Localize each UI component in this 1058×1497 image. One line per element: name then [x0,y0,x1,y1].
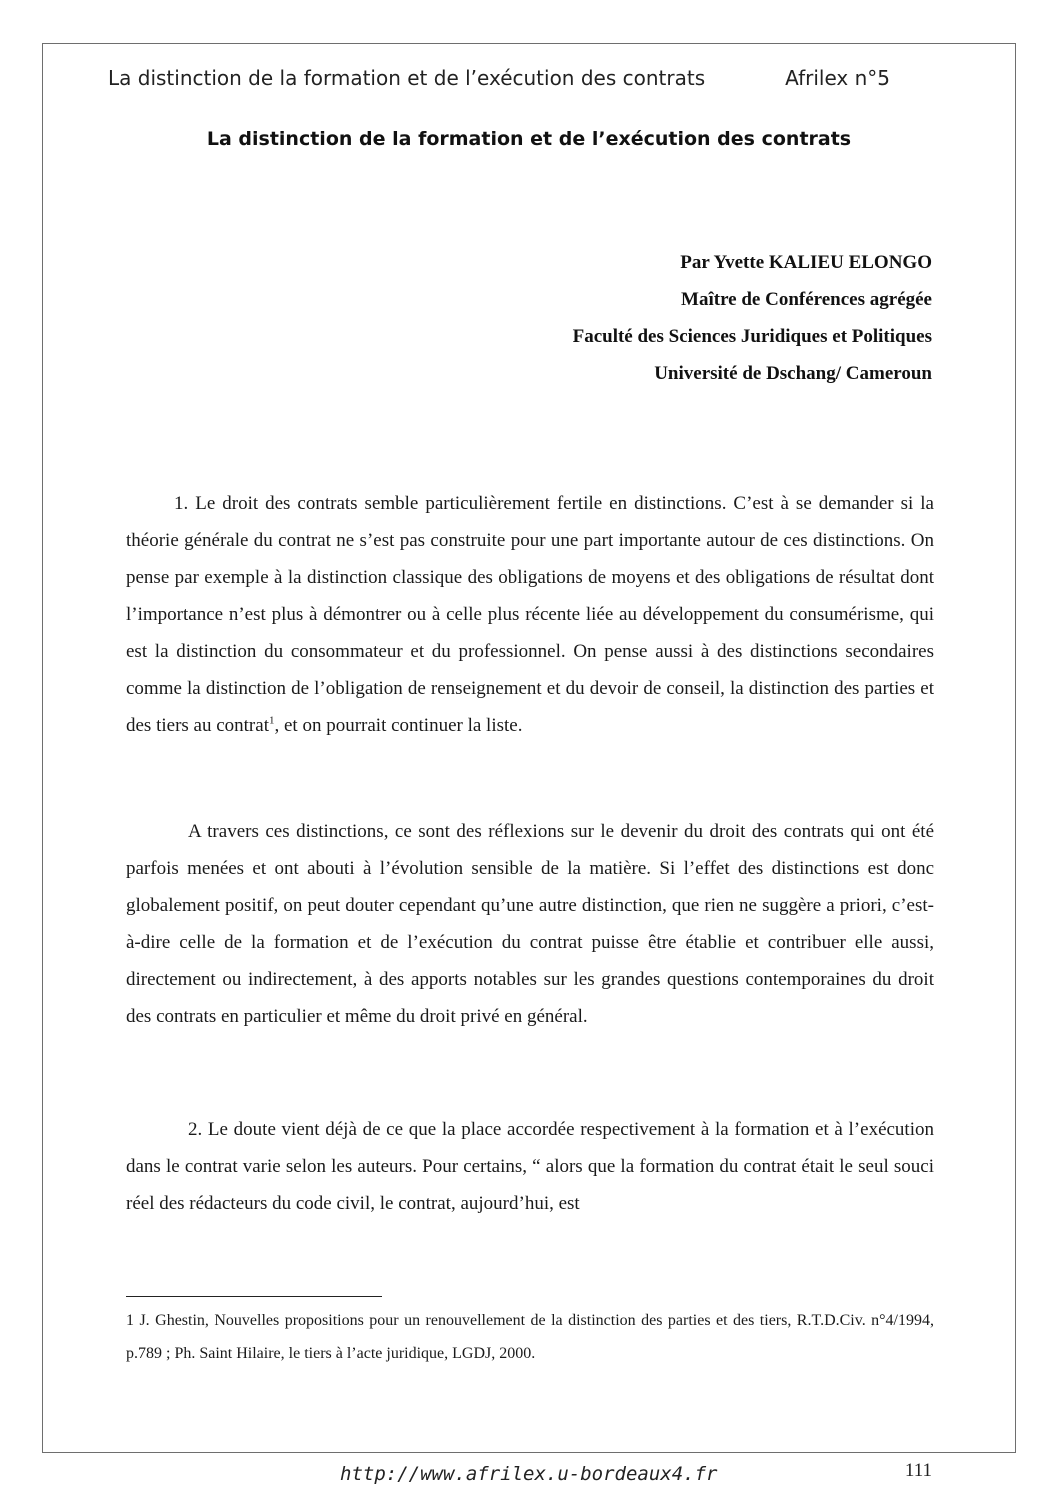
paragraph-1-tail: , et on pourrait continuer la liste. [274,715,523,736]
footnote-ref-1[interactable]: 1 [268,714,275,727]
page-number: 111 [904,1460,932,1481]
document-title: La distinction de la formation et de l’exécution des contrats [206,128,852,150]
author-block [573,244,932,392]
paragraph-3: 2. Le doute vient déjà de ce que la place accordée respectivement à la formation et à l’exécution dans le contrat varie selon les auteurs. Pour certains, “ alors que la formation du contrat était le seul souci réel des rédacteurs du code civil, le contrat, aujourd’hui, est [126,1119,934,1214]
footer-url-link[interactable]: http://www.afrilex.u-bordeaux4.fr [340,1463,718,1485]
paragraph-2: A travers ces distinctions, ce sont des réflexions sur le devenir du droit des contrats qui ont été parfois menées et ont abouti à l’évolution sensible de la matière. Si l’effet des distinctions est donc globalement positif, on peut douter cependant qu’une autre distinction, que rien ne suggère a priori, c’est-à-dire celle de la formation et de l’exécution du contrat puisse être établie et contribuer elle aussi, directement ou indirectement, à des apports notables sur les grandes questions contemporaines du droit des contrats en particulier et même du droit privé en général. [126,821,934,1027]
author-position: Maître de Conférences agrégée [681,289,932,310]
footnote-separator [126,1296,382,1297]
paragraph-1 [126,485,934,744]
author-university: Université de Dschang/ Cameroun [654,363,932,384]
author-faculty: Faculté des Sciences Juridiques et Politiques [572,326,932,347]
author-name: Par Yvette KALIEU ELONGO [680,252,932,273]
paragraph-1-text: 1. Le droit des contrats semble particulièrement fertile en distinctions. C’est à se demander si la théorie générale du contrat ne s’est pas construite pour une part importante autour de ces distinctions. On pense par exemple à la distinction classique des obligations de moyens et des obligations de résultat dont l’importance n’est plus à démontrer ou à celle plus récente liée au développement du consumérisme, qui est la distinction du consommateur et du professionnel. On pense aussi à des distinctions secondaires comme la distinction de l’obligation de renseignement et du devoir de conseil, la distinction des parties et des tiers au contrat [126,493,934,736]
footnote-1: 1 J. Ghestin, Nouvelles propositions pour un renouvellement de la distinction des parties et des tiers, R.T.D.Civ. n°4/1994, p.789 ; Ph. Saint Hilaire, le tiers à l’acte juridique, LGDJ, 2000. [126,1312,934,1362]
running-title: La distinction de la formation et de l’exécution des contrats [108,66,706,90]
running-header [108,66,898,96]
journal-issue: Afrilex n°5 [785,66,890,90]
